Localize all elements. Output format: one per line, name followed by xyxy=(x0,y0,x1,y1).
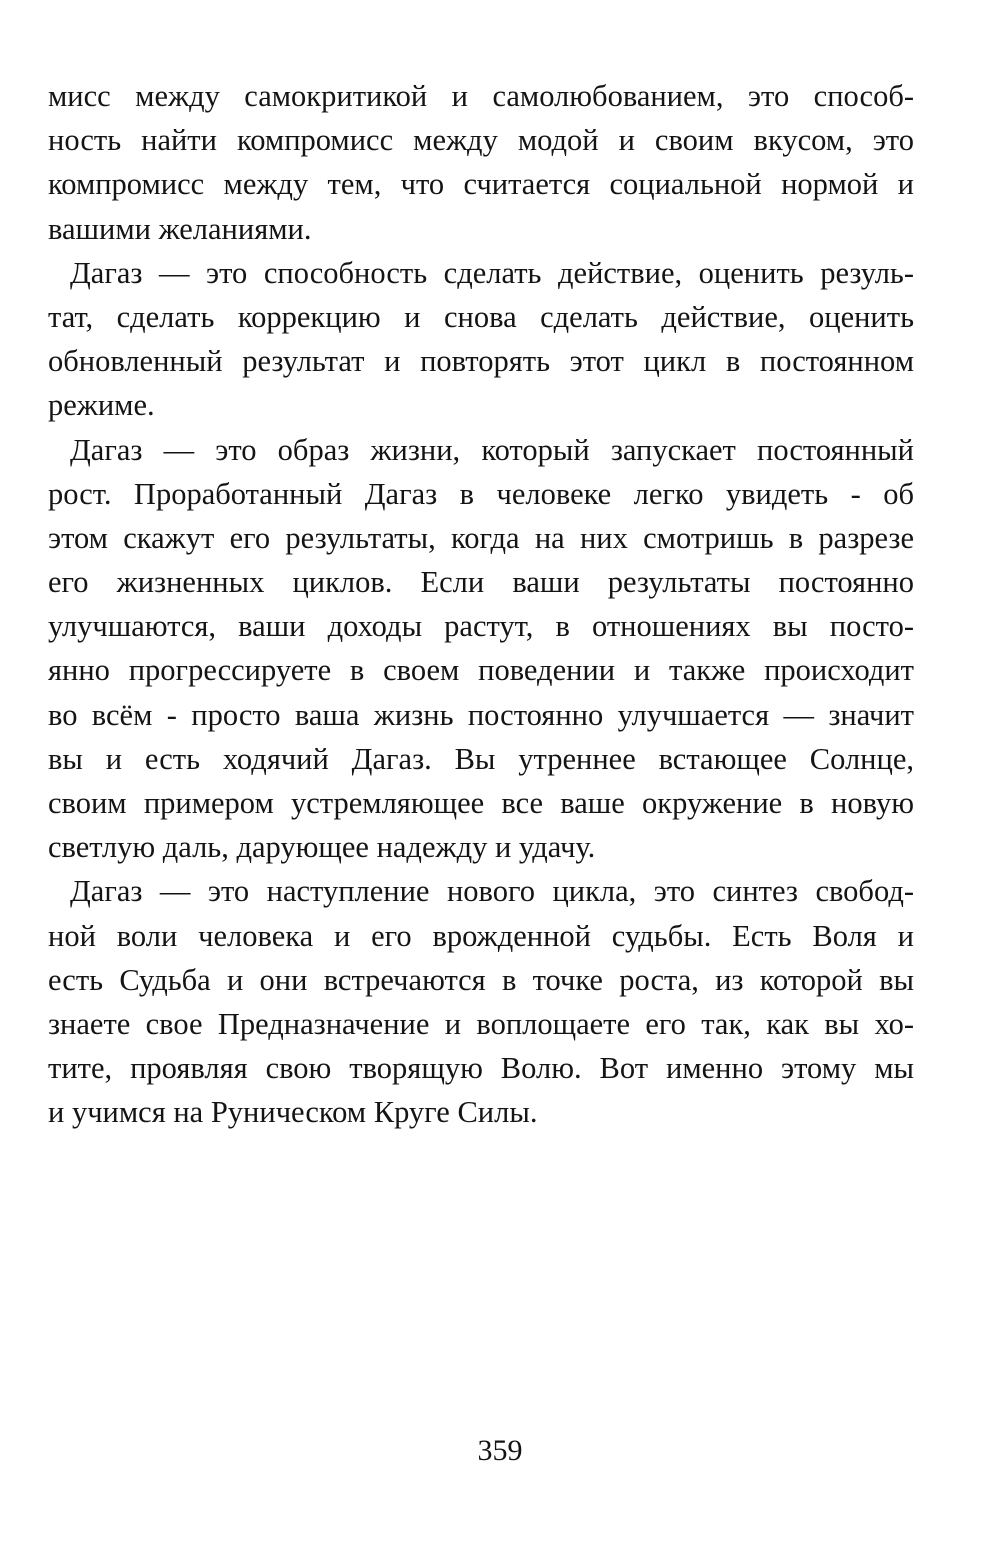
text-line: во всём - просто ваша жизнь постоянно улучшается — значит xyxy=(48,697,914,732)
text-line: обновленный результат и повторять этот цикл в постоянном xyxy=(48,344,914,379)
text-line: Дагаз — это наступление нового цикла, это синтез свобод- xyxy=(70,874,914,909)
text-line: знаете свое Предназначение и воплощаете его так, как вы хо- xyxy=(48,1006,914,1041)
text-line: и учимся на Руническом Круге Силы. xyxy=(48,1095,538,1130)
text-line: вы и есть ходячий Дагаз. Вы утреннее встающее Солнце, xyxy=(48,741,914,776)
text-line: его жизненных циклов. Если ваши результаты постоянно xyxy=(48,565,914,600)
text-line: Дагаз — это способность сделать действие, оценить резуль- xyxy=(70,255,914,290)
text-line: режиме. xyxy=(48,388,155,423)
text-line: рост. Проработанный Дагаз в человеке легко увидеть - об xyxy=(48,476,914,511)
text-line: ность найти компромисс между модой и своим вкусом, это xyxy=(48,123,914,158)
paragraph-3 xyxy=(48,428,914,870)
text-line: ной воли человека и его врожденной судьбы. Есть Воля и xyxy=(48,918,914,953)
paragraph-1 xyxy=(48,74,914,251)
text-line: светлую даль, дарующее надежду и удачу. xyxy=(48,830,596,865)
text-line: своим примером устремляющее все ваше окружение в новую xyxy=(48,786,914,820)
text-line: этом скажут его результаты, когда на них смотришь в разрезе xyxy=(48,520,914,555)
paragraph-4 xyxy=(48,869,914,1134)
paragraph-2 xyxy=(48,251,914,428)
text-line: тите, проявляя свою творящую Волю. Вот именно этому мы xyxy=(48,1051,914,1086)
text-line: Дагаз — это образ жизни, который запускает постоянный xyxy=(70,432,914,467)
page-body xyxy=(48,74,914,1135)
text-line: тат, сделать коррекцию и снова сделать действие, оценить xyxy=(48,299,914,334)
text-line: вашими желаниями. xyxy=(48,211,312,246)
text-line: улучшаются, ваши доходы растут, в отношениях вы посто- xyxy=(48,609,914,644)
text-line: компромисс между тем, что считается социальной нормой и xyxy=(48,167,914,202)
page-number: 359 xyxy=(477,1434,523,1467)
text-line: мисс между самокритикой и самолюбованием, это способ- xyxy=(48,79,914,113)
text-line: янно прогрессируете в своем поведении и также происходит xyxy=(48,653,914,688)
text-line: есть Судьба и они встречаются в точке роста, из которой вы xyxy=(48,962,914,997)
